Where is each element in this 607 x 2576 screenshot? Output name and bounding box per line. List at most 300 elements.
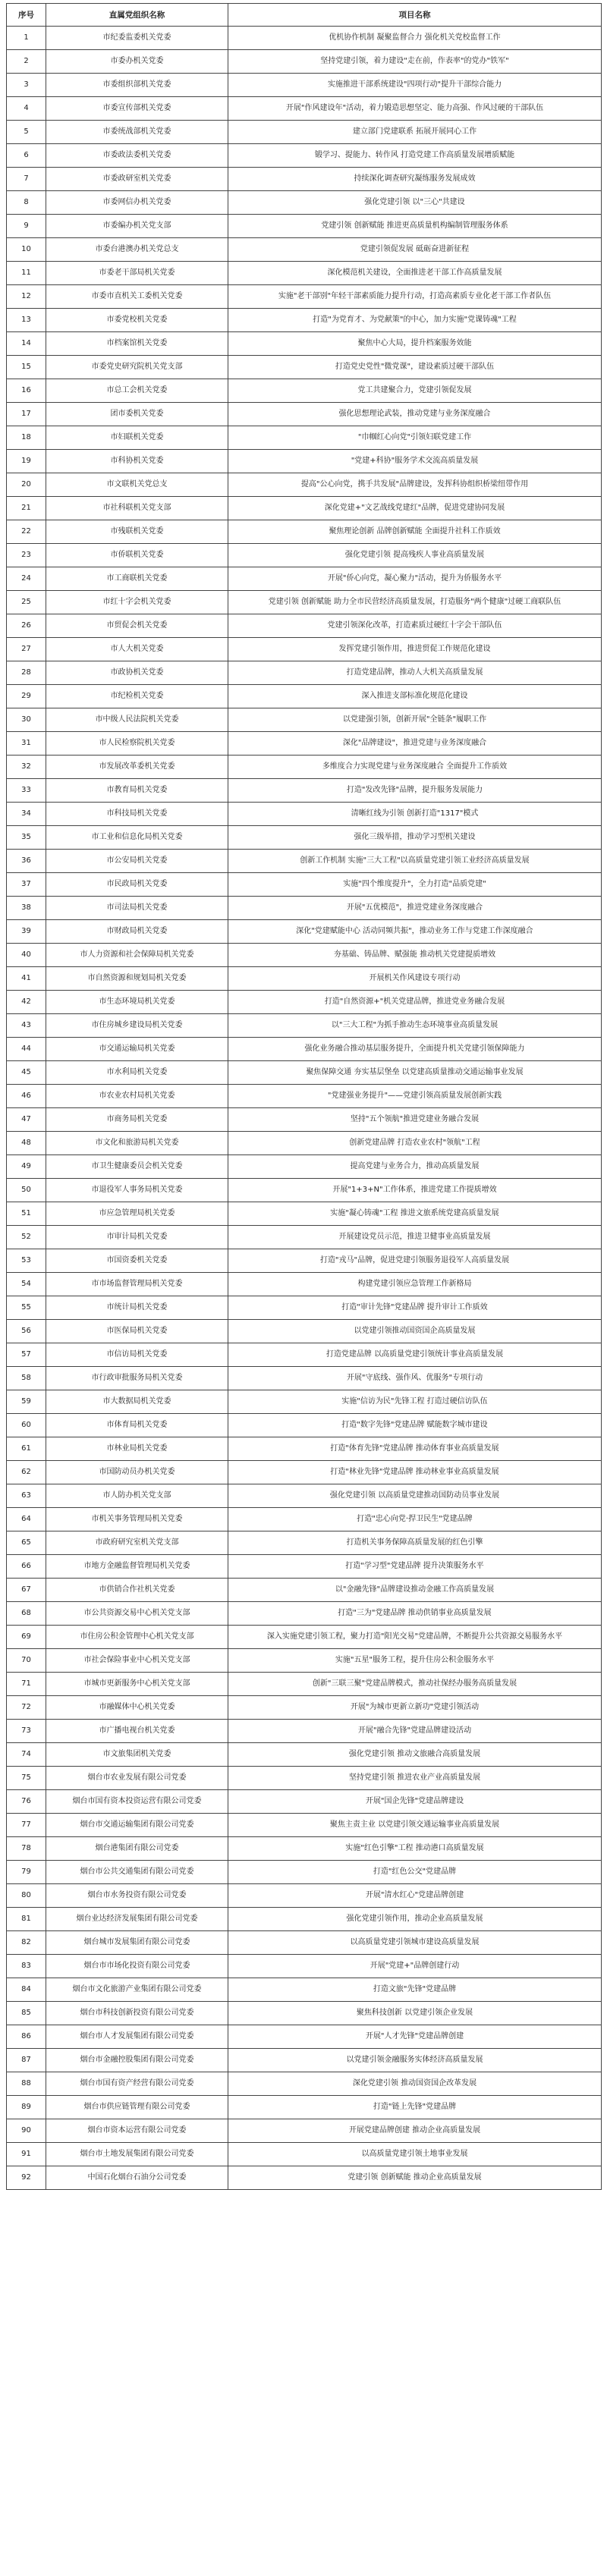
row-index: 61 xyxy=(7,1437,46,1461)
row-project-name: 强化业务融合推动基层服务提升，全面提升机关党建引领保障能力 xyxy=(228,1038,602,1061)
table-row xyxy=(7,708,602,732)
row-project-name: 坚持"五个领航"推进党建业务融合发展 xyxy=(228,1108,602,1132)
row-index: 33 xyxy=(7,779,46,803)
row-org-name: 市卫生健康委员会机关党委 xyxy=(46,1155,228,1179)
row-org-name: 市住房城乡建设局机关党委 xyxy=(46,1014,228,1038)
row-index: 44 xyxy=(7,1038,46,1061)
table-row xyxy=(7,2002,602,2025)
row-project-name: 创新党建品牌 打造农业农村"领航"工程 xyxy=(228,1132,602,1155)
row-org-name: 市水利局机关党委 xyxy=(46,1061,228,1085)
row-index: 63 xyxy=(7,1484,46,1508)
row-project-name: "党建强业务提升"——党建引领高质量发展创新实践 xyxy=(228,1085,602,1108)
table-row xyxy=(7,520,602,544)
row-org-name: 市工业和信息化局机关党委 xyxy=(46,826,228,850)
row-project-name: 聚焦保障交通 夯实基层堡垒 以党建高质量推动交通运输事业发展 xyxy=(228,1061,602,1085)
row-index: 27 xyxy=(7,638,46,661)
row-org-name: 市司法局机关党委 xyxy=(46,897,228,920)
row-org-name: 市审计局机关党委 xyxy=(46,1226,228,1249)
row-org-name: 市科技局机关党委 xyxy=(46,803,228,826)
table-row xyxy=(7,1908,602,1931)
row-org-name: 市供销合作社机关党委 xyxy=(46,1579,228,1602)
row-project-name: 以高质量党建引领土地事业发展 xyxy=(228,2143,602,2166)
row-index: 8 xyxy=(7,191,46,215)
table-row xyxy=(7,1179,602,1202)
table-row xyxy=(7,967,602,991)
row-project-name: 开展"融合先锋"党建品牌建设活动 xyxy=(228,1720,602,1743)
table-row xyxy=(7,356,602,379)
row-project-name: 党建引领 创新赋能 助力全市民营经济高质量发展，打造服务"两个健康"过硬工商联队伍 xyxy=(228,591,602,614)
row-index: 74 xyxy=(7,1743,46,1767)
row-index: 90 xyxy=(7,2119,46,2143)
row-org-name: 烟台市水务投资有限公司党委 xyxy=(46,1884,228,1908)
row-org-name: 市委办机关党委 xyxy=(46,50,228,74)
table-row xyxy=(7,2166,602,2190)
row-org-name: 市国防动员办机关党委 xyxy=(46,1461,228,1484)
row-org-name: 市残联机关党委 xyxy=(46,520,228,544)
row-org-name: 市民政局机关党委 xyxy=(46,873,228,897)
table-row xyxy=(7,1955,602,1978)
row-org-name: 烟台市公共交通集团有限公司党委 xyxy=(46,1861,228,1884)
row-project-name: 开展"五优模范"，推进党建业务深度融合 xyxy=(228,897,602,920)
row-index: 65 xyxy=(7,1531,46,1555)
row-index: 92 xyxy=(7,2166,46,2190)
row-index: 88 xyxy=(7,2072,46,2096)
row-index: 2 xyxy=(7,50,46,74)
row-org-name: 烟台市市场化投资有限公司党委 xyxy=(46,1955,228,1978)
row-project-name: 开展"党建+"品牌创建行动 xyxy=(228,1955,602,1978)
row-index: 89 xyxy=(7,2096,46,2119)
header-index: 序号 xyxy=(7,4,46,27)
row-org-name: 烟台业达经济发展集团有限公司党委 xyxy=(46,1908,228,1931)
row-org-name: 市广播电视台机关党委 xyxy=(46,1720,228,1743)
row-project-name: 创新"三联三聚"党建品牌模式，推动社保经办服务高质量发展 xyxy=(228,1673,602,1696)
table-row xyxy=(7,332,602,356)
row-project-name: 创新工作机制 实施"三大工程"以高质量党建引领工业经济高质量发展 xyxy=(228,850,602,873)
table-row xyxy=(7,2096,602,2119)
table-row xyxy=(7,50,602,74)
row-project-name: 深化模范机关建设，全面推进老干部工作高质量发展 xyxy=(228,262,602,285)
table-row xyxy=(7,897,602,920)
table-row xyxy=(7,97,602,121)
row-project-name: 聚焦理论创新 品牌创新赋能 全面提升社科工作质效 xyxy=(228,520,602,544)
row-project-name: 提高"公心向党，携手共发展"品牌建设，发挥科协组织桥梁纽带作用 xyxy=(228,473,602,497)
row-project-name: 打造"林业先锋"党建品牌 推动林业事业高质量发展 xyxy=(228,1461,602,1484)
row-org-name: 烟台市国有资产经营有限公司党委 xyxy=(46,2072,228,2096)
table-row xyxy=(7,1743,602,1767)
row-org-name: 市国资委机关党委 xyxy=(46,1249,228,1273)
row-project-name: 打造党建品牌，推动人大机关高质量发展 xyxy=(228,661,602,685)
row-org-name: 市大数据局机关党委 xyxy=(46,1390,228,1414)
table-row xyxy=(7,1132,602,1155)
row-index: 5 xyxy=(7,121,46,144)
row-project-name: 深化党建引领 推动国资国企改革发展 xyxy=(228,2072,602,2096)
document-page xyxy=(6,0,601,2190)
table-row xyxy=(7,497,602,520)
table-row xyxy=(7,1437,602,1461)
row-index: 10 xyxy=(7,238,46,262)
table-row xyxy=(7,1155,602,1179)
row-project-name: 以"金融先锋"品牌建设推动金融工作高质量发展 xyxy=(228,1579,602,1602)
table-row xyxy=(7,1343,602,1367)
row-index: 19 xyxy=(7,450,46,473)
row-org-name: 市人力资源和社会保障局机关党委 xyxy=(46,944,228,967)
project-table xyxy=(6,3,602,2190)
row-project-name: 实施"老干部别"年轻干部素质能力提升行动，打造高素质专业化老干部工作者队伍 xyxy=(228,285,602,309)
row-org-name: 中国石化烟台石油分公司党委 xyxy=(46,2166,228,2190)
row-index: 58 xyxy=(7,1367,46,1390)
table-row xyxy=(7,1837,602,1861)
row-index: 56 xyxy=(7,1320,46,1343)
row-index: 12 xyxy=(7,285,46,309)
row-org-name: 市委编办机关党支部 xyxy=(46,215,228,238)
row-org-name: 市委台港澳办机关党总支 xyxy=(46,238,228,262)
row-org-name: 市退役军人事务局机关党委 xyxy=(46,1179,228,1202)
row-org-name: 市财政局机关党委 xyxy=(46,920,228,944)
table-row xyxy=(7,144,602,168)
row-index: 78 xyxy=(7,1837,46,1861)
row-index: 57 xyxy=(7,1343,46,1367)
row-project-name: 实施"四个维度提升"，全力打造"品质党建" xyxy=(228,873,602,897)
header-project-name: 项目名称 xyxy=(228,4,602,27)
row-project-name: 以党建引领金融服务实体经济高质量发展 xyxy=(228,2049,602,2072)
row-project-name: "巾帼红心向党"引领妇联党建工作 xyxy=(228,426,602,450)
row-index: 84 xyxy=(7,1978,46,2002)
table-row xyxy=(7,238,602,262)
table-row xyxy=(7,1367,602,1390)
row-project-name: 打造"红色公交"党建品牌 xyxy=(228,1861,602,1884)
row-index: 38 xyxy=(7,897,46,920)
table-body xyxy=(7,27,602,2190)
table-row xyxy=(7,1484,602,1508)
row-project-name: 打造"忠心向党·捍卫民生"党建品牌 xyxy=(228,1508,602,1531)
row-org-name: 烟台城市发展集团有限公司党委 xyxy=(46,1931,228,1955)
table-row xyxy=(7,1931,602,1955)
row-index: 34 xyxy=(7,803,46,826)
row-org-name: 市机关事务管理局机关党委 xyxy=(46,1508,228,1531)
row-index: 53 xyxy=(7,1249,46,1273)
row-index: 47 xyxy=(7,1108,46,1132)
row-index: 87 xyxy=(7,2049,46,2072)
row-org-name: 烟台市人才发展集团有限公司党委 xyxy=(46,2025,228,2049)
header-org-name: 直属党组织名称 xyxy=(46,4,228,27)
row-org-name: 市贸促会机关党委 xyxy=(46,614,228,638)
row-org-name: 市地方金融监督管理局机关党委 xyxy=(46,1555,228,1579)
row-org-name: 市医保局机关党委 xyxy=(46,1320,228,1343)
row-project-name: 打造党史党性"微党课"，建设素质过硬干部队伍 xyxy=(228,356,602,379)
table-row xyxy=(7,2119,602,2143)
row-project-name: 构建党建引领应急管理工作新格局 xyxy=(228,1273,602,1296)
row-index: 52 xyxy=(7,1226,46,1249)
row-index: 45 xyxy=(7,1061,46,1085)
row-project-name: 强化思想理论武装，推动党建与业务深度融合 xyxy=(228,403,602,426)
table-row xyxy=(7,1226,602,1249)
row-org-name: 市自然资源和规划局机关党委 xyxy=(46,967,228,991)
row-project-name: 开展建设党员示范，推进卫健事业高质量发展 xyxy=(228,1226,602,1249)
row-project-name: 打造"发改先锋"品牌，提升服务发展能力 xyxy=(228,779,602,803)
row-org-name: 烟台市供应链管理有限公司党委 xyxy=(46,2096,228,2119)
row-project-name: 实施"凝心铸魂"工程 推进文旅系统党建高质量发展 xyxy=(228,1202,602,1226)
table-row xyxy=(7,450,602,473)
row-project-name: 深化党建+"文艺战线党建红"品牌，促进党建协同发展 xyxy=(228,497,602,520)
row-org-name: 团市委机关党委 xyxy=(46,403,228,426)
table-row xyxy=(7,1461,602,1484)
row-index: 67 xyxy=(7,1579,46,1602)
row-index: 30 xyxy=(7,708,46,732)
table-row xyxy=(7,756,602,779)
row-index: 73 xyxy=(7,1720,46,1743)
row-org-name: 市统计局机关党委 xyxy=(46,1296,228,1320)
row-index: 40 xyxy=(7,944,46,967)
row-index: 62 xyxy=(7,1461,46,1484)
table-row xyxy=(7,379,602,403)
row-project-name: 聚焦科技创新 以党建引领企业发展 xyxy=(228,2002,602,2025)
row-project-name: 打造"审计先锋"党建品牌 提升审计工作质效 xyxy=(228,1296,602,1320)
table-row xyxy=(7,638,602,661)
row-index: 24 xyxy=(7,567,46,591)
row-project-name: 多维度合力实现党建与业务深度融合 全面提升工作质效 xyxy=(228,756,602,779)
table-row xyxy=(7,2143,602,2166)
table-row xyxy=(7,2049,602,2072)
row-org-name: 市中级人民法院机关党委 xyxy=(46,708,228,732)
row-project-name: 锻学习、提能力、转作风 打造党建工作高质量发展增质赋能 xyxy=(228,144,602,168)
row-index: 9 xyxy=(7,215,46,238)
row-index: 35 xyxy=(7,826,46,850)
row-index: 75 xyxy=(7,1767,46,1790)
row-project-name: 实施推进干部系统建设"四项行动"提升干部综合能力 xyxy=(228,74,602,97)
table-row xyxy=(7,850,602,873)
row-org-name: 市总工会机关党委 xyxy=(46,379,228,403)
row-project-name: 深入推进支部标准化规范化建设 xyxy=(228,685,602,708)
row-project-name: 党建引领 创新赋能 推进更高质量机构编制管理服务体系 xyxy=(228,215,602,238)
row-index: 59 xyxy=(7,1390,46,1414)
row-org-name: 烟台港集团有限公司党委 xyxy=(46,1837,228,1861)
row-project-name: 打造"三为"党建品牌 推动供销事业高质量发展 xyxy=(228,1602,602,1626)
row-index: 3 xyxy=(7,74,46,97)
table-row xyxy=(7,920,602,944)
row-org-name: 市信访局机关党委 xyxy=(46,1343,228,1367)
row-index: 23 xyxy=(7,544,46,567)
row-project-name: 打造"为党育才、为党献策"的中心，加力实施"党课铸魂"工程 xyxy=(228,309,602,332)
row-org-name: 烟台市国有资本投资运营有限公司党委 xyxy=(46,1790,228,1814)
row-org-name: 市委政研室机关党委 xyxy=(46,168,228,191)
row-project-name: 开展"为城市更新立新功"党建引领活动 xyxy=(228,1696,602,1720)
table-row xyxy=(7,991,602,1014)
row-index: 26 xyxy=(7,614,46,638)
table-row xyxy=(7,1626,602,1649)
row-index: 55 xyxy=(7,1296,46,1320)
row-org-name: 市纪检机关党委 xyxy=(46,685,228,708)
table-row xyxy=(7,285,602,309)
row-org-name: 市农业农村局机关党委 xyxy=(46,1085,228,1108)
row-index: 36 xyxy=(7,850,46,873)
row-org-name: 市纪委监委机关党委 xyxy=(46,27,228,50)
row-project-name: 聚焦中心大局，提升档案服务效能 xyxy=(228,332,602,356)
row-project-name: 清晰红线为引领 创新打造"1317"模式 xyxy=(228,803,602,826)
row-org-name: 烟台市金融控股集团有限公司党委 xyxy=(46,2049,228,2072)
table-row xyxy=(7,803,602,826)
row-project-name: 开展党建品牌创建 推动企业高质量发展 xyxy=(228,2119,602,2143)
row-project-name: 开展"作风建设年"活动，着力锻造思想坚定、能力高强、作风过硬的干部队伍 xyxy=(228,97,602,121)
row-index: 37 xyxy=(7,873,46,897)
row-project-name: 开展"清水红心"党建品牌创建 xyxy=(228,1884,602,1908)
row-project-name: 深化"品牌建设"，推进党建与业务深度融合 xyxy=(228,732,602,756)
row-org-name: 市住房公积金管理中心机关党支部 xyxy=(46,1626,228,1649)
row-index: 41 xyxy=(7,967,46,991)
row-project-name: 以"三大工程"为抓手推动生态环境事业高质量发展 xyxy=(228,1014,602,1038)
row-org-name: 市公安局机关党委 xyxy=(46,850,228,873)
table-row xyxy=(7,191,602,215)
table-row xyxy=(7,661,602,685)
row-index: 11 xyxy=(7,262,46,285)
row-index: 28 xyxy=(7,661,46,685)
row-org-name: 市文旅集团机关党委 xyxy=(46,1743,228,1767)
row-index: 46 xyxy=(7,1085,46,1108)
row-org-name: 市城市更新服务中心机关党支部 xyxy=(46,1673,228,1696)
row-index: 42 xyxy=(7,991,46,1014)
table-row xyxy=(7,567,602,591)
row-org-name: 市文联机关党总支 xyxy=(46,473,228,497)
row-project-name: 坚持党建引领 推进农业产业高质量发展 xyxy=(228,1767,602,1790)
row-index: 21 xyxy=(7,497,46,520)
row-project-name: 开展"守底线、强作风、优服务"专项行动 xyxy=(228,1367,602,1390)
row-org-name: 市行政审批服务局机关党委 xyxy=(46,1367,228,1390)
table-row xyxy=(7,1273,602,1296)
table-row xyxy=(7,544,602,567)
table-row xyxy=(7,873,602,897)
table-row xyxy=(7,1038,602,1061)
table-row xyxy=(7,426,602,450)
row-org-name: 市政府研究室机关党支部 xyxy=(46,1531,228,1555)
row-index: 51 xyxy=(7,1202,46,1226)
row-project-name: 开展"1+3+N"工作体系，推进党建工作提质增效 xyxy=(228,1179,602,1202)
row-org-name: 市教育局机关党委 xyxy=(46,779,228,803)
row-project-name: 深化"党建赋能中心 活动同频共振"，推动业务工作与党建工作深度融合 xyxy=(228,920,602,944)
row-project-name: 发挥党建引领作用，推进贸促工作规范化建设 xyxy=(228,638,602,661)
row-org-name: 市委政法委机关党委 xyxy=(46,144,228,168)
row-index: 48 xyxy=(7,1132,46,1155)
row-index: 15 xyxy=(7,356,46,379)
row-project-name: 以党建引领推动国资国企高质量发展 xyxy=(228,1320,602,1343)
row-index: 22 xyxy=(7,520,46,544)
row-project-name: 强化党建引领 推动文旅融合高质量发展 xyxy=(228,1743,602,1767)
row-index: 1 xyxy=(7,27,46,50)
row-index: 66 xyxy=(7,1555,46,1579)
row-index: 14 xyxy=(7,332,46,356)
row-project-name: 实施"红色引擎"工程 推动港口高质量发展 xyxy=(228,1837,602,1861)
table-row xyxy=(7,1790,602,1814)
table-row xyxy=(7,2025,602,2049)
row-index: 68 xyxy=(7,1602,46,1626)
row-org-name: 市侨联机关党委 xyxy=(46,544,228,567)
row-index: 86 xyxy=(7,2025,46,2049)
row-org-name: 市妇联机关党委 xyxy=(46,426,228,450)
row-org-name: 市交通运输局机关党委 xyxy=(46,1038,228,1061)
row-index: 72 xyxy=(7,1696,46,1720)
row-project-name: 打造"链上先锋"党建品牌 xyxy=(228,2096,602,2119)
row-org-name: 市政协机关党委 xyxy=(46,661,228,685)
row-index: 50 xyxy=(7,1179,46,1202)
row-project-name: 打造"体育先锋"党建品牌 推动体育事业高质量发展 xyxy=(228,1437,602,1461)
row-index: 82 xyxy=(7,1931,46,1955)
row-project-name: 党建引领深化改革，打造素质过硬红十字会干部队伍 xyxy=(228,614,602,638)
table-row xyxy=(7,215,602,238)
row-index: 77 xyxy=(7,1814,46,1837)
row-org-name: 市科协机关党委 xyxy=(46,450,228,473)
row-index: 80 xyxy=(7,1884,46,1908)
row-project-name: 夯基础、铸品牌、赋强能 推动机关党建提质增效 xyxy=(228,944,602,967)
table-row xyxy=(7,1673,602,1696)
row-project-name: 持续深化调查研究凝练服务发展成效 xyxy=(228,168,602,191)
row-org-name: 市文化和旅游局机关党委 xyxy=(46,1132,228,1155)
header-row xyxy=(7,4,602,27)
row-project-name: 开展"侨心向党，凝心聚力"活动，提升为侨服务水平 xyxy=(228,567,602,591)
table-row xyxy=(7,1320,602,1343)
table-row xyxy=(7,1390,602,1414)
row-index: 49 xyxy=(7,1155,46,1179)
table-row xyxy=(7,403,602,426)
row-project-name: 提高党建与业务合力，推动高质量发展 xyxy=(228,1155,602,1179)
row-project-name: 强化党建引领 以高质量党建推动国防动员事业发展 xyxy=(228,1484,602,1508)
row-project-name: 党建引领 创新赋能 推动企业高质量发展 xyxy=(228,2166,602,2190)
row-index: 20 xyxy=(7,473,46,497)
table-row xyxy=(7,309,602,332)
row-org-name: 市委党校机关党委 xyxy=(46,309,228,332)
table-row xyxy=(7,1861,602,1884)
row-project-name: 党建引领促发展 砥砺奋进新征程 xyxy=(228,238,602,262)
row-index: 60 xyxy=(7,1414,46,1437)
row-org-name: 市工商联机关党委 xyxy=(46,567,228,591)
row-org-name: 市林业局机关党委 xyxy=(46,1437,228,1461)
row-org-name: 市委老干部局机关党委 xyxy=(46,262,228,285)
table-row xyxy=(7,1249,602,1273)
row-index: 83 xyxy=(7,1955,46,1978)
row-org-name: 市市场监督管理局机关党委 xyxy=(46,1273,228,1296)
row-project-name: 打造"学习型"党建品牌 提升决策服务水平 xyxy=(228,1555,602,1579)
table-row xyxy=(7,1767,602,1790)
row-org-name: 烟台市土地发展集团有限公司党委 xyxy=(46,2143,228,2166)
row-project-name: 优机协作机制 凝聚监督合力 强化机关党校监督工作 xyxy=(228,27,602,50)
table-row xyxy=(7,27,602,50)
table-row xyxy=(7,1061,602,1085)
row-org-name: 市档案馆机关党委 xyxy=(46,332,228,356)
table-row xyxy=(7,1014,602,1038)
row-org-name: 市应急管理局机关党委 xyxy=(46,1202,228,1226)
row-project-name: 聚焦主责主业 以党建引领交通运输事业高质量发展 xyxy=(228,1814,602,1837)
row-project-name: 建立部门党建联系 拓展开展同心工作 xyxy=(228,121,602,144)
row-org-name: 市人民检察院机关党委 xyxy=(46,732,228,756)
row-project-name: 强化党建引领 提高残疾人事业高质量发展 xyxy=(228,544,602,567)
table-row xyxy=(7,732,602,756)
row-index: 79 xyxy=(7,1861,46,1884)
table-header xyxy=(7,4,602,27)
row-org-name: 市体育局机关党委 xyxy=(46,1414,228,1437)
row-org-name: 市社会保险事业中心机关党支部 xyxy=(46,1649,228,1673)
row-project-name: 以高质量党建引领城市建设高质量发展 xyxy=(228,1931,602,1955)
row-org-name: 市委市直机关工委机关党委 xyxy=(46,285,228,309)
row-index: 13 xyxy=(7,309,46,332)
row-index: 43 xyxy=(7,1014,46,1038)
row-index: 81 xyxy=(7,1908,46,1931)
row-org-name: 市商务局机关党委 xyxy=(46,1108,228,1132)
table-row xyxy=(7,473,602,497)
row-org-name: 市红十字会机关党委 xyxy=(46,591,228,614)
row-index: 85 xyxy=(7,2002,46,2025)
row-org-name: 市委统战部机关党委 xyxy=(46,121,228,144)
row-project-name: 党工共建聚合力，党建引领促发展 xyxy=(228,379,602,403)
row-org-name: 市发展改革委机关党委 xyxy=(46,756,228,779)
row-project-name: 实施"五星"服务工程，提升住房公积金服务水平 xyxy=(228,1649,602,1673)
row-project-name: 深入实施党建引领工程，聚力打造"阳光交易"党建品牌，不断提升公共资源交易服务水平 xyxy=(228,1626,602,1649)
